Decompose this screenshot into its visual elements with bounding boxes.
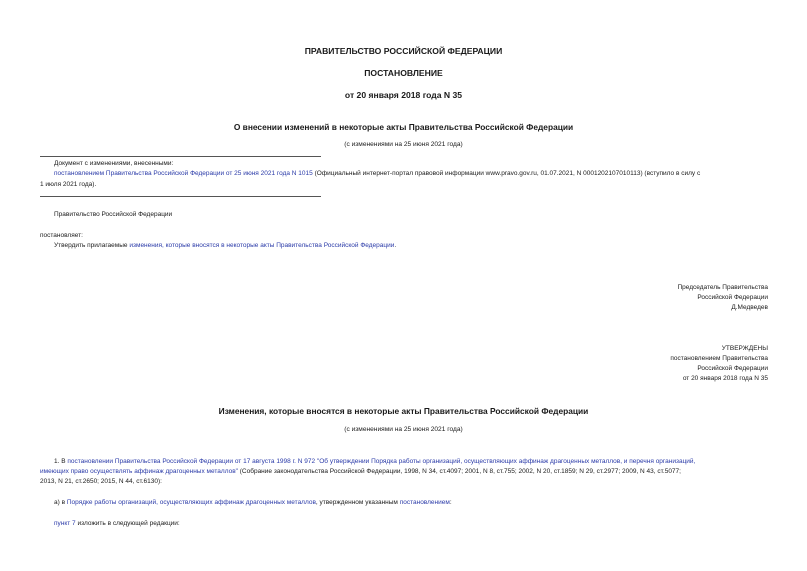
changes-details-continued: 1 июля 2021 года).: [40, 181, 97, 188]
changes-intro: Документ с изменениями, внесенными:: [54, 160, 174, 167]
item1-line1: [54, 457, 695, 466]
divider-top: [40, 156, 321, 157]
amending-act-link[interactable]: постановлением Правительства Российской Федерации от 25 июня 2021 года N 1015: [54, 170, 313, 177]
point-7-link[interactable]: пункт 7: [54, 520, 76, 527]
approved-changes-link[interactable]: изменения, которые вносятся в некоторые акты Правительства Российской Федерации: [129, 242, 395, 249]
edition-note: (с изменениями на 25 июня 2021 года): [344, 141, 463, 148]
document-type: ПОСТАНОВЛЕНИЕ: [364, 68, 443, 78]
government-heading: ПРАВИТЕЛЬСТВО РОССИЙСКОЙ ФЕДЕРАЦИИ: [304, 46, 503, 56]
resolution-972-link-cont[interactable]: имеющих право осуществлять аффинаж драгоценных металлов": [40, 468, 238, 475]
decides: постановляет:: [40, 232, 83, 239]
document-title: О внесении изменений в некоторые акты Правительства Российской Федерации: [233, 122, 574, 132]
item1-prefix: 1. В: [54, 458, 68, 465]
sub-a-mid: , утвержденном указанным: [315, 499, 400, 506]
approved-country: Российской Федерации: [697, 365, 768, 372]
changes-details: (Официальный интернет-портал правовой информации www.pravo.gov.ru, 01.07.2021, N 0001202107010113) (вступило в силу с: [312, 170, 701, 177]
sub-item-a: [54, 498, 452, 507]
divider-bottom: [40, 196, 321, 197]
sub-a-suffix: :: [449, 499, 452, 506]
document-date-number: от 20 января 2018 года N 35: [344, 90, 463, 100]
point-7-text: изложить в следующей редакции:: [75, 520, 180, 527]
signature-position: Председатель Правительства: [677, 284, 768, 291]
resolution-link[interactable]: постановлением: [399, 499, 450, 506]
affinage-procedure-link[interactable]: Порядке работы организаций, осуществляющих аффинаж драгоценных металлов: [66, 499, 316, 506]
item1-line3: 2013, N 21, ст.2650; 2015, N 44, ст.6130):: [40, 478, 162, 485]
approve-suffix: .: [394, 242, 397, 249]
resolution-972-link[interactable]: постановлении Правительства Российской Федерации от 17 августа 1998 г. N 972 "Об утверждении Порядка работы организаций, осуществляющих аффинаж драгоценных металлов, и перечня организаций,: [67, 458, 696, 465]
issuer: Правительство Российской Федерации: [54, 211, 173, 218]
approved-by: постановлением Правительства: [670, 355, 768, 362]
approved-label: УТВЕРЖДЕНЫ: [721, 345, 768, 352]
approve-prefix: Утвердить прилагаемые: [54, 242, 130, 249]
changes-line: [54, 169, 700, 178]
sub-a-prefix: а) в: [54, 499, 67, 506]
changes-section-title: Изменения, которые вносятся в некоторые акты Правительства Российской Федерации: [218, 406, 589, 416]
approve-paragraph: [54, 241, 396, 250]
approved-date: от 20 января 2018 года N 35: [682, 375, 768, 382]
changes-section-edition: (с изменениями на 25 июня 2021 года): [344, 426, 463, 433]
signature-name: Д.Медведев: [731, 304, 768, 311]
item1-line2: [40, 467, 681, 476]
item1-details: (Собрание законодательства Российской Федерации, 1998, N 34, ст.4097; 2001, N 8, ст.755; 2002, N 20, ст.1859; N 29, ст.2977; 2009, N 43, ст.5077;: [237, 468, 681, 475]
signature-country: Российской Федерации: [697, 294, 768, 301]
point-7-line: [54, 519, 180, 528]
